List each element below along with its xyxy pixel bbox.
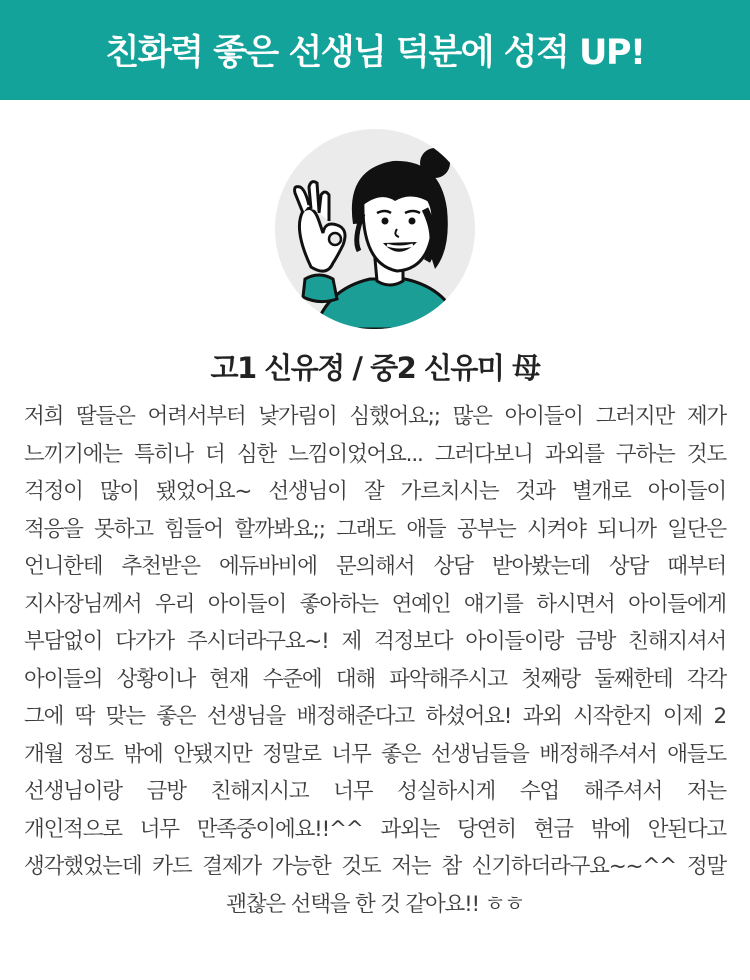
- review-line: 걱정이 많이 됐었어요~ 선생님이 잘 가르치시는 것과 별개로 아이들이: [24, 479, 726, 504]
- banner: [0, 0, 750, 100]
- review-line: 저희 딸들은 어려서부터 낯가림이 심했어요;; 많은 아이들이 그러지만 제가: [24, 404, 726, 429]
- review-line: 그에 딱 맞는 좋은 선생님을 배정해준다고 하셨어요! 과외 시작한지 이제 2: [24, 704, 726, 729]
- reviewer-name: 고1 신유정 / 중2 신유미 母: [210, 351, 540, 385]
- woman-ok-hand-icon: [275, 129, 475, 329]
- review-line: 개월 정도 밖에 안됐지만 정말로 너무 좋은 선생님들을 배정해주셔서 애들도: [24, 741, 726, 767]
- review-line: 생각했었는데 카드 결제가 가능한 것도 저는 참 신기하더라구요~~^^ 정말: [24, 854, 726, 879]
- review-line: 지사장님께서 우리 아이들이 좋아하는 연예인 얘기를 하시면서 아이들에게: [24, 591, 726, 617]
- review-line: 개인적으로 너무 만족중이에요!!^^ 과외는 당연히 현금 밖에 안된다고: [24, 816, 726, 842]
- review-line: 언니한테 추천받은 에듀바비에 문의해서 상담 받아봤는데 상담 때부터: [24, 554, 726, 579]
- avatar: [275, 129, 475, 329]
- review-line: 적응을 못하고 힘들어 할까봐요;; 그래도 애들 공부는 시켜야 되니까 일단은: [24, 516, 726, 542]
- review-line: 괜찮은 선택을 한 것 같아요!! ㅎㅎ: [226, 891, 524, 917]
- review-line: 부담없이 다가가 주시더라구요~! 제 걱정보다 아이들이랑 금방 친해지셔서: [24, 629, 726, 654]
- banner-title: 친화력 좋은 선생님 덕분에 성적 UP!: [105, 33, 645, 73]
- review-text: [24, 398, 726, 923]
- review-line: 아이들의 상황이나 현재 수준에 대해 파악해주시고 첫째랑 둘째한테 각각: [24, 666, 726, 692]
- review-line: 선생님이랑 금방 친해지시고 너무 성실하시게 수업 해주셔서 저는: [24, 779, 726, 804]
- review-line: 느끼기에는 특히나 더 심한 느낌이었어요... 그러다보니 과외를 구하는 것도: [24, 441, 726, 467]
